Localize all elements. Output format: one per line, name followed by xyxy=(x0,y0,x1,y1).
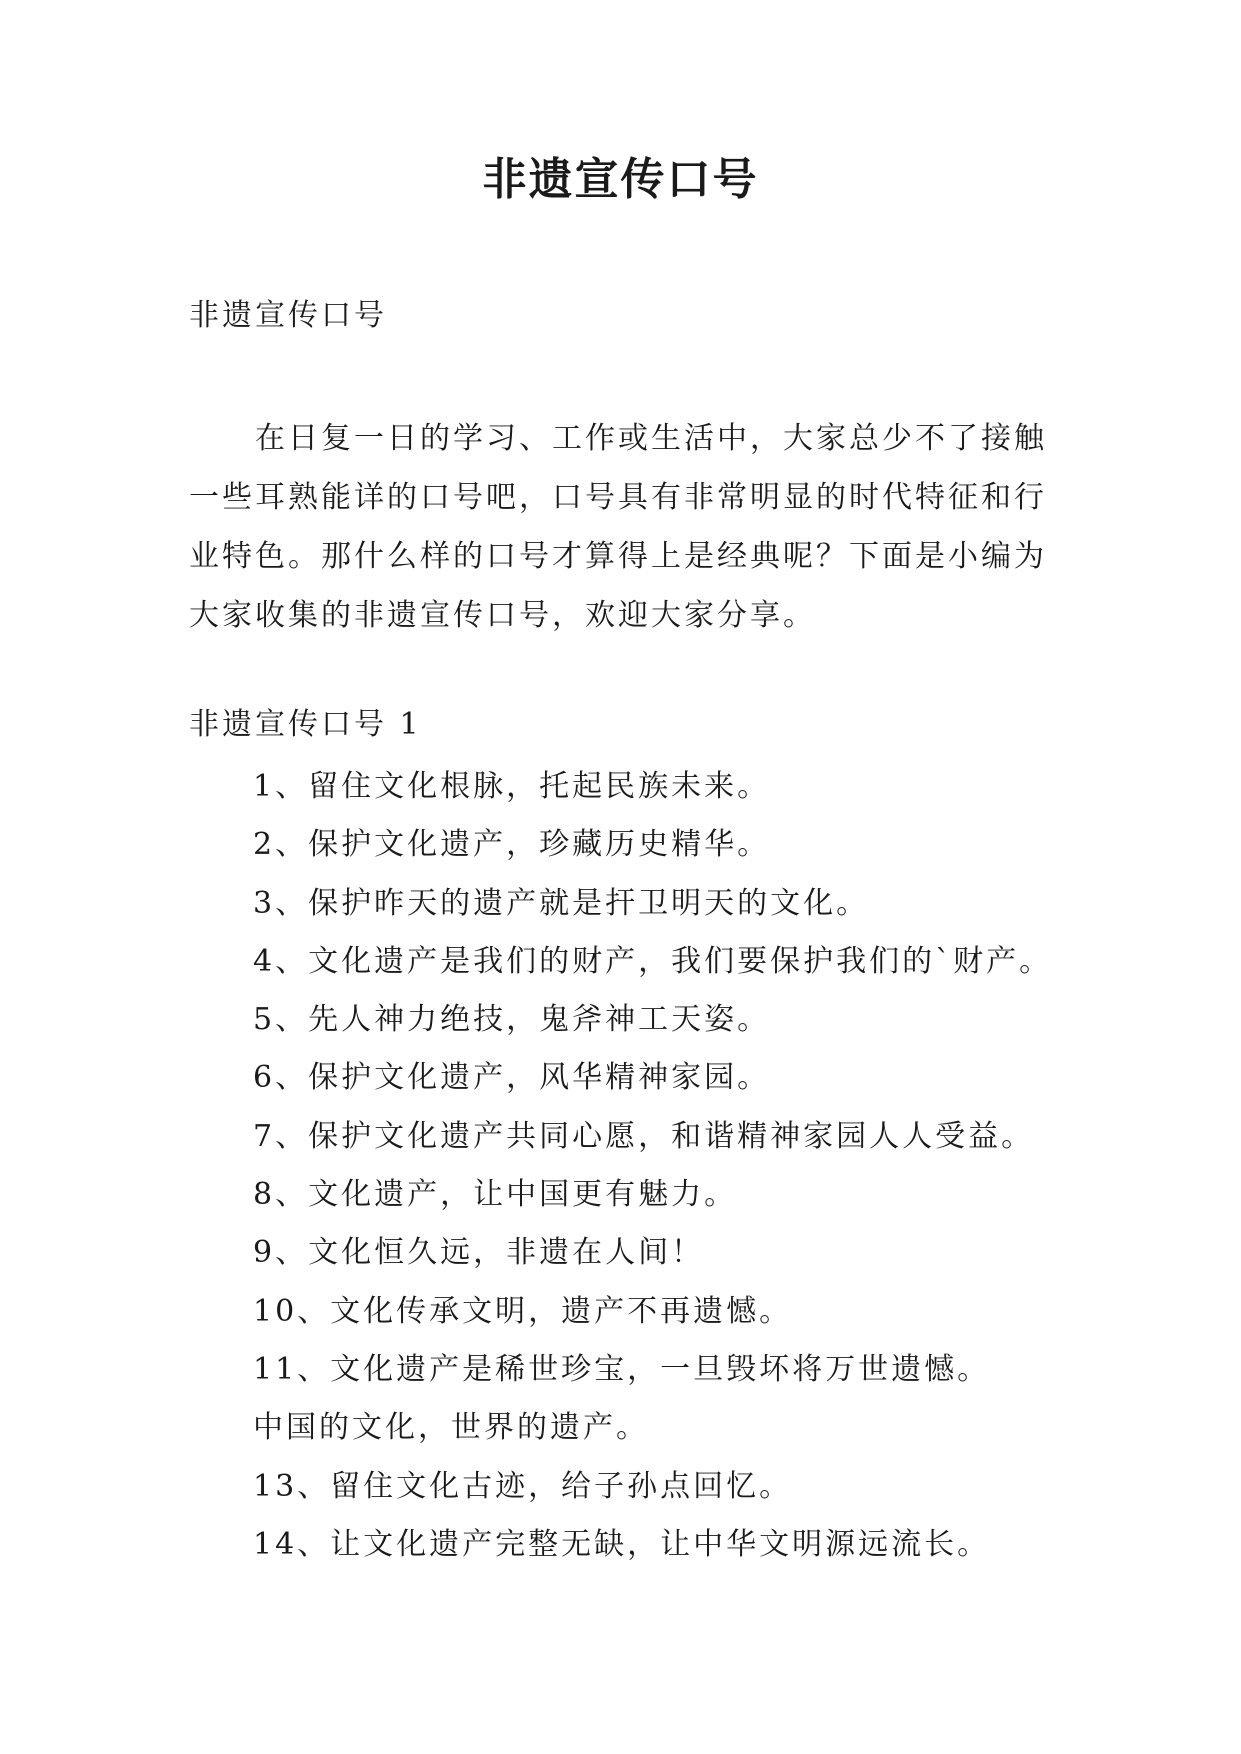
slogan-list xyxy=(253,758,1052,1574)
slogan-item: 2、保护文化遗产，珍藏历史精华。 xyxy=(253,827,771,863)
slogan-item: 3、保护昨天的遗产就是扞卫明天的文化。 xyxy=(253,885,870,921)
slogan-item: 8、文化遗产，让中国更有魅力。 xyxy=(253,1177,738,1213)
section-heading: 非遗宣传口号 1 xyxy=(189,707,422,742)
slogan-item: 5、先人神力绝技，鬼斧神工天姿。 xyxy=(253,1002,771,1038)
slogan-item: 11、文化遗产是稀世珍宝，一旦毁坏将万世遗憾。 xyxy=(253,1351,991,1387)
intro-paragraph: 在日复一日的学习、工作或生活中，大家总少不了接触一些耳熟能详的口号吧，口号具有非常明显的时代特征和行业特色。那什么样的口号才算得上是经典呢？下面是小编为大家收集的非遗宣传口号，欢迎大家分享。 xyxy=(189,421,1047,633)
slogan-item: 13、留住文化古迹，给子孙点回忆。 xyxy=(253,1468,793,1504)
slogan-item: 中国的文化，世界的遗产。 xyxy=(253,1410,649,1446)
slogan-item: 6、保护文化遗产，风华精神家园。 xyxy=(253,1060,771,1096)
slogan-item: 4、文化遗产是我们的财产，我们要保护我们的`财产。 xyxy=(253,943,1053,979)
slogan-item: 7、保护文化遗产共同心愿，和谐精神家园人人受益。 xyxy=(253,1118,1035,1154)
slogan-item: 9、文化恒久远，非遗在人间！ xyxy=(253,1235,705,1271)
document-subtitle: 非遗宣传口号 xyxy=(189,298,387,333)
document-title: 非遗宣传口号 xyxy=(482,154,759,205)
slogan-item: 10、文化传承文明，遗产不再遗憾。 xyxy=(253,1293,793,1329)
slogan-item: 14、让文化遗产完整无缺，让中华文明源远流长。 xyxy=(253,1526,991,1562)
slogan-item: 1、留住文化根脉，托起民族未来。 xyxy=(253,769,771,804)
